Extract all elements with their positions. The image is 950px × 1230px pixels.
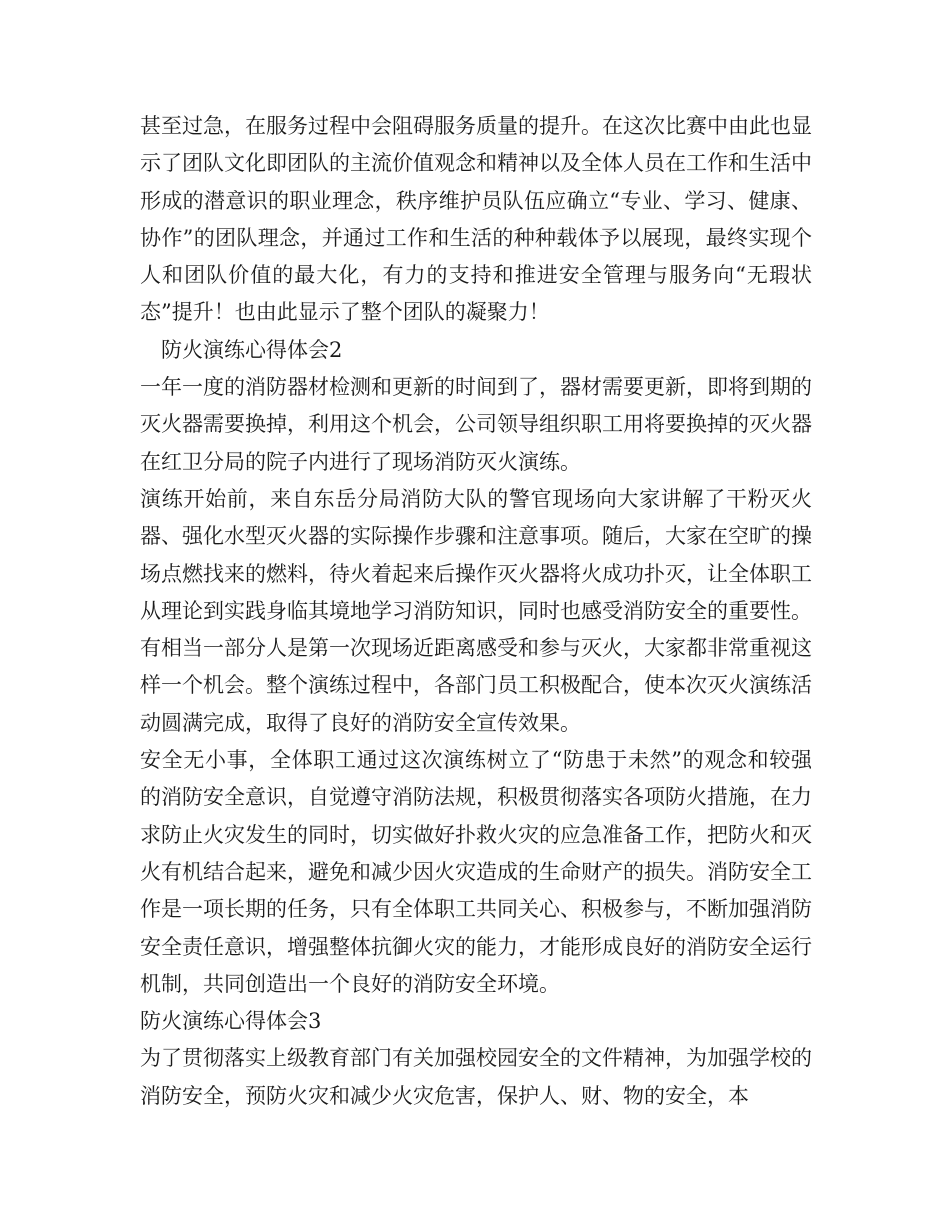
document-body — [140, 108, 812, 1115]
paragraph-safety-awareness: 安全无小事，全体职工通过这次演练树立了“防患于未然”的观念和较强的消防安全意识，自觉遵守消防法规，积极贯彻落实各项防火措施，在力求防止火灾发生的同时，切实做好扑救火灾的应急准备工作，把防火和灭火有机结合起来，避免和减少因火灾造成的生命财产的损失。消防安全工作是一项长期的任务，只有全体职工共同关心、积极参与，不断加强消防安全责任意识，增强整体抗御火灾的能力，才能形成良好的消防安全运行机制，共同创造出一个良好的消防安全环境。 — [140, 748, 812, 996]
section-heading-3: 防火演练心得体会3 — [140, 1009, 322, 1034]
paragraph-team-culture: 甚至过急，在服务过程中会阻碍服务质量的提升。在这次比赛中由此也显示了团队文化即团队的主流价值观念和精神以及全体人员在工作和生活中形成的潜意识的职业理念，秩序维护员队伍应确立“专业、学习、健康、协作”的团队理念，并通过工作和生活的种种载体予以展现，最终实现个人和团队价值的最大化，有力的支持和推进安全管理与服务向“无瑕状态”提升！也由此显示了整个团队的凝聚力！ — [140, 114, 812, 325]
section-heading-2: 防火演练心得体会2 — [161, 337, 343, 362]
paragraph-drill-process: 演练开始前，来自东岳分局消防大队的警官现场向大家讲解了干粉灭火器、强化水型灭火器的实际操作步骤和注意事项。随后，大家在空旷的操场点燃找来的燃料，待火着起来后操作灭火器将火成功扑灭，让全体职工从理论到实践身临其境地学习消防知识，同时也感受消防安全的重要性。有相当一部分人是第一次现场近距离感受和参与灭火，大家都非常重视这样一个机会。整个演练过程中，各部门员工积极配合，使本次灭火演练活动圆满完成，取得了良好的消防安全宣传效果。 — [140, 486, 812, 735]
paragraph-school-safety: 为了贯彻落实上级教育部门有关加强校园安全的文件精神，为加强学校的消防安全，预防火灾和减少火灾危害，保护人、财、物的安全，本 — [140, 1046, 812, 1108]
paragraph-equipment-update: 一年一度的消防器材检测和更新的时间到了，器材需要更新，即将到期的灭火器需要换掉，利用这个机会，公司领导组织职工用将要换掉的灭火器在红卫分局的院子内进行了现场消防灭火演练。 — [140, 375, 812, 474]
